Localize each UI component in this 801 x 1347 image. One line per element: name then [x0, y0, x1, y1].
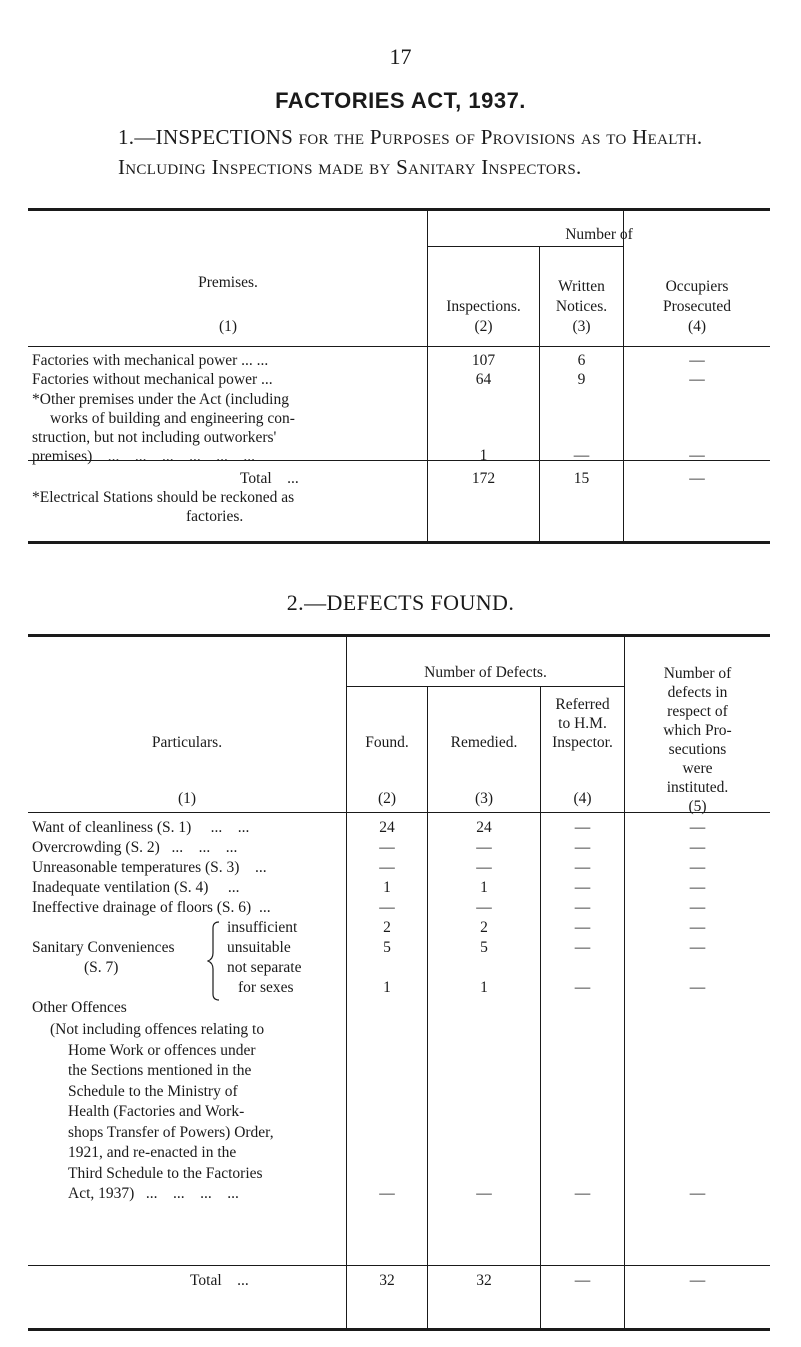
cell-found: — — [379, 859, 395, 876]
section1-heading-line1: 1.—INSPECTIONS for the Purposes of Provisions as to Health. — [118, 125, 703, 149]
cell-referred: — — [574, 879, 591, 896]
cell-notices: 9 — [577, 371, 586, 388]
table-row-label: Factories with mechanical power ... ... — [32, 352, 269, 369]
other-offences-line: (Not including offences relating to — [50, 1021, 265, 1038]
table-row-label: Overcrowding (S. 2) ... ... ... — [32, 839, 238, 856]
sanitary-label: Sanitary Conveniences — [32, 939, 175, 956]
col-written-num: (3) — [572, 318, 591, 335]
cell-found: 1 — [383, 979, 391, 996]
other-offences-title: Other Offences — [32, 999, 127, 1016]
col5-line: respect of — [667, 703, 728, 720]
table2-group-header: Number of Defects. — [424, 664, 547, 681]
cell-inspections: 64 — [475, 371, 492, 388]
col5-line: Number of — [663, 665, 732, 682]
table2-total-label: Total ... — [190, 1272, 249, 1289]
total-remedied: 32 — [476, 1272, 492, 1289]
col-occupiers-num: (4) — [687, 318, 707, 335]
other-premises-line: struction, but not including outworkers' — [32, 429, 277, 446]
footnote-line: *Electrical Stations should be reckoned as — [32, 489, 295, 506]
table2-bottom-rule — [28, 1328, 770, 1331]
cell-referred: — — [574, 979, 591, 996]
col-premises-num: (1) — [218, 318, 238, 335]
other-offences-line: Home Work or offences under — [68, 1041, 256, 1059]
section1-heading — [118, 122, 702, 182]
cell-referred: — — [574, 1185, 591, 1202]
total-inspections: 172 — [471, 470, 496, 487]
col-found-num: (2) — [377, 790, 397, 807]
cell-referred: — — [574, 939, 591, 956]
cell-prosecuted: — — [689, 352, 705, 369]
cell-prosecuted: — — [689, 819, 706, 836]
cell-found: 1 — [383, 879, 391, 896]
col-referred-1: Referred — [555, 696, 610, 713]
table1-top-rule — [28, 208, 770, 211]
table-row-label: Inadequate ventilation (S. 4) ... — [32, 879, 240, 896]
cell-notices: — — [573, 447, 590, 464]
cell-remedied: — — [476, 1185, 492, 1202]
total-referred: — — [574, 1272, 591, 1289]
cell-found: 24 — [379, 819, 395, 836]
footnote-line: factories. — [186, 508, 244, 525]
table-row-label: Ineffective drainage of floors (S. 6) ... — [32, 899, 271, 916]
cell-found: 5 — [383, 939, 391, 956]
total-notices: 15 — [573, 470, 590, 487]
cell-prosecuted: — — [689, 839, 706, 856]
sanitary-section: (S. 7) — [84, 959, 119, 976]
table2-total-rule — [28, 1265, 770, 1266]
cell-remedied: — — [476, 839, 492, 856]
cell-found: — — [379, 839, 395, 856]
cell-prosecuted: — — [689, 1185, 706, 1202]
table1-bottom-rule — [28, 541, 770, 544]
other-offences-line: Schedule to the Ministry of — [68, 1082, 238, 1100]
cell-prosecuted: — — [689, 919, 706, 936]
cell-referred: — — [574, 859, 591, 876]
total-prosecuted: — — [689, 470, 705, 487]
other-premises-line: works of building and engineering con- — [50, 410, 295, 427]
table1-header-rule — [28, 346, 770, 347]
table-row-label: Want of cleanliness (S. 1) ... ... — [32, 819, 250, 836]
page-title: FACTORIES ACT, 1937. — [275, 88, 526, 113]
col-referred-num: (4) — [573, 790, 592, 807]
col-referred-3: Inspector. — [552, 734, 613, 751]
other-premises-line: *Other premises under the Act (including — [32, 391, 289, 408]
cell-found: — — [379, 899, 395, 916]
other-offences-line: Third Schedule to the Factories — [68, 1164, 263, 1182]
col-remedied: Remedied. — [450, 734, 518, 751]
table2-vline-3 — [540, 686, 541, 1328]
table2-top-rule — [28, 634, 770, 637]
cell-prosecuted: — — [689, 859, 706, 876]
other-offences-line: shops Transfer of Powers) Order, — [68, 1123, 274, 1141]
cell-prosecuted: — — [689, 447, 705, 464]
table1-group-header: Number of — [565, 226, 633, 243]
table-row-label: Factories without mechanical power ... — [32, 371, 273, 388]
table1-total-label: Total ... — [240, 470, 299, 487]
total-prosecuted: — — [689, 1272, 706, 1289]
col-written-2: Notices. — [555, 298, 608, 315]
cell-found: — — [379, 1185, 395, 1202]
table-row-label: Unreasonable temperatures (S. 3) ... — [32, 859, 267, 876]
cell-referred: — — [574, 899, 591, 916]
sanitary-item-label: not separate — [227, 959, 302, 976]
other-premises-label — [32, 390, 424, 466]
col-referred-2: to H.M. — [558, 715, 607, 732]
table2-group-rule — [347, 686, 624, 687]
sanitary-item-label: for sexes — [238, 979, 294, 996]
sanitary-item-label: insufficient — [227, 919, 298, 936]
cell-remedied: 24 — [476, 819, 492, 836]
col5-num: (5) — [688, 798, 707, 815]
cell-remedied: 1 — [480, 979, 488, 996]
other-offences-line: Health (Factories and Work- — [68, 1103, 245, 1120]
cell-prosecuted: — — [689, 899, 706, 916]
col-particulars-num: (1) — [177, 790, 197, 807]
page-number: 17 — [389, 44, 412, 69]
col-found: Found. — [365, 734, 409, 751]
cell-inspections: 107 — [471, 352, 496, 369]
col-written-1: Written — [558, 278, 605, 295]
cell-remedied: — — [476, 899, 492, 916]
table1-group-rule — [428, 246, 623, 247]
cell-referred: — — [574, 919, 591, 936]
cell-remedied: 2 — [480, 919, 488, 936]
other-offences-description — [50, 1020, 344, 1205]
section2-heading: 2.—DEFECTS FOUND. — [286, 590, 515, 615]
cell-referred: — — [574, 819, 591, 836]
total-found: 32 — [379, 1272, 395, 1289]
cell-inspections: 1 — [479, 447, 488, 464]
cell-prosecuted: — — [689, 371, 705, 388]
sanitary-brace — [207, 920, 221, 1002]
col-premises: Premises. — [198, 274, 258, 291]
cell-prosecuted: — — [689, 939, 706, 956]
col5-line: which Pro- — [663, 722, 732, 739]
other-premises-line: premises) ... ... ... ... ... ... — [32, 448, 256, 465]
cell-remedied: 1 — [480, 879, 488, 896]
cell-prosecuted: — — [689, 979, 706, 996]
table2-vline-2 — [427, 686, 428, 1328]
cell-remedied: 5 — [480, 939, 488, 956]
cell-prosecuted: — — [689, 879, 706, 896]
cell-notices: 6 — [577, 352, 586, 369]
other-offences-line: 1921, and re-enacted in the — [68, 1144, 237, 1161]
other-offences-line: the Sections mentioned in the — [68, 1062, 252, 1079]
col-inspections-num: (2) — [474, 318, 493, 335]
col-occupiers-2: Prosecuted — [662, 298, 731, 315]
col-particulars: Particulars. — [151, 734, 223, 751]
cell-referred: — — [574, 839, 591, 856]
sanitary-item-label: unsuitable — [227, 939, 291, 956]
cell-found: 2 — [383, 919, 391, 936]
section1-heading-line2: Including Inspections made by Sanitary Inspectors. — [118, 155, 582, 179]
col-occupiers-1: Occupiers — [665, 278, 729, 295]
col-prosecutions-header — [625, 664, 770, 816]
col5-line: instituted. — [666, 779, 729, 796]
col5-line: defects in — [667, 684, 728, 701]
col-inspections: Inspections. — [446, 298, 521, 315]
other-offences-line: Act, 1937) ... ... ... ... — [68, 1185, 239, 1202]
col-remedied-num: (3) — [474, 790, 494, 807]
cell-remedied: — — [476, 859, 492, 876]
col5-line: secutions — [668, 741, 727, 758]
col5-line: were — [682, 760, 713, 777]
